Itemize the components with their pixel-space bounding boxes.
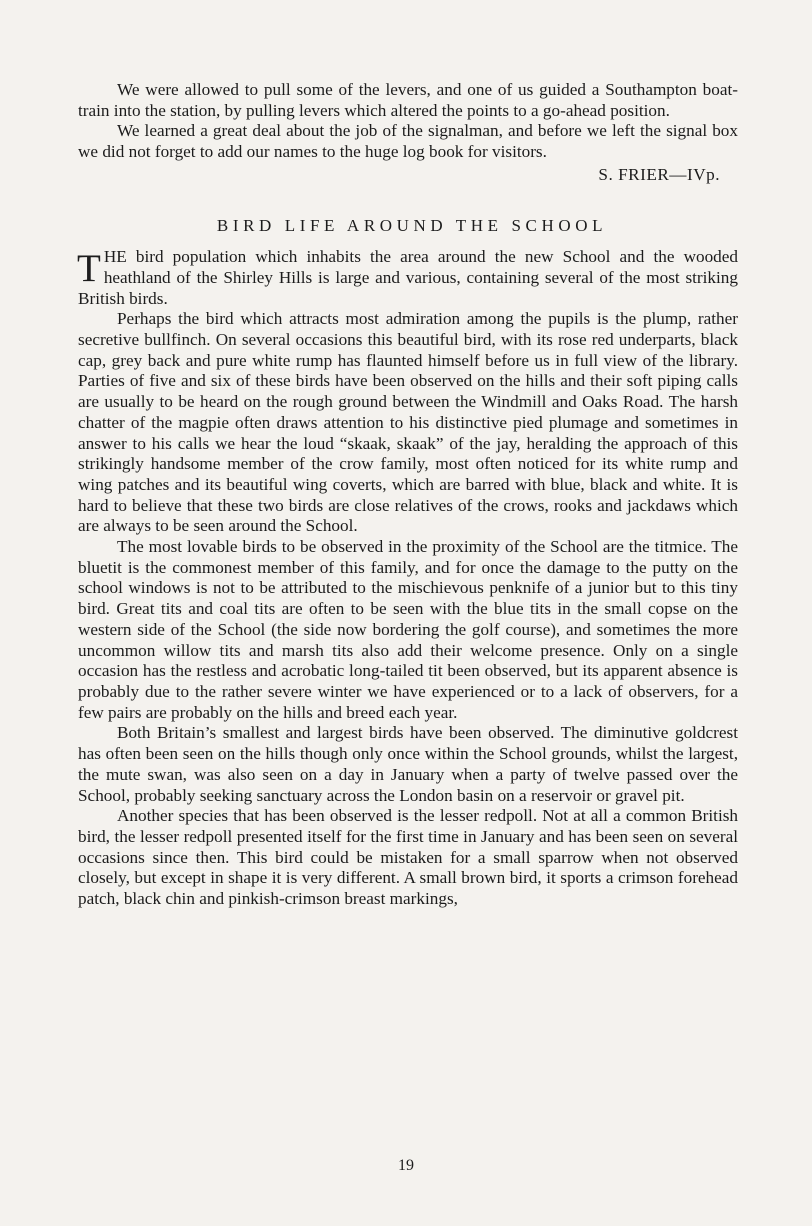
article-paragraph-bullfinch: Perhaps the bird which attracts most admiration among the pupils is the plump, rather secretive bullfinch. On several occasions this beautiful bird, with its rose red underparts, black cap, grey back and pure white rump has flaunted himself before us in full view of the library. Parties of five and six of these birds have been observed on the hills and their soft piping calls are usually to be heard on the rough ground between the Windmill and Oaks Road. The harsh chatter of the magpie often draws attention to his distinctive pied plumage and sometimes in answer to his calls we hear the loud “skaak, skaak” of the jay, heralding the approach of this strikingly handsome member of the crow family, most often noticed for its white rump and wing patches and its beautiful wing coverts, which are barred with blue, black and white. It is hard to believe that these two birds are close relatives of the crows, rooks and jackdaws which are always to be seen around the School. (78, 309, 738, 536)
article-paragraph-redpoll: Another species that has been observed is the lesser redpoll. Not at all a common British bird, the lesser redpoll presented itself for the first time in January and has been seen on several occasions since then. This bird could be mistaken for a small sparrow when not observed closely, but except in shape it is very different. A small brown bird, it sports a crimson forehead patch, black chin and pinkish-crimson breast markings, (78, 806, 738, 909)
article-body (78, 247, 738, 910)
article-first-paragraph (78, 247, 738, 309)
intro-paragraph-1: We were allowed to pull some of the levers, and one of us guided a Southampton boat-train into the station, by pulling levers which altered the points to a go-ahead position. (78, 80, 738, 120)
article-title: BIRD LIFE AROUND THE SCHOOL (216, 215, 608, 235)
author-signature: S. FRIER—IVp. (598, 164, 720, 184)
intro-paragraph-2: We learned a great deal about the job of the signalman, and before we left the signal box we did not forget to add our names to the huge log book for visitors. (78, 121, 738, 162)
article-paragraph-smallest-largest: Both Britain’s smallest and largest birds have been observed. The diminutive goldcrest has often been seen on the hills though only once within the School grounds, whilst the largest, the mute swan, was also seen on a day in January when a party of twelve passed over the School, probably seeking sanctuary across the London basin on a reservoir or gravel pit. (78, 723, 738, 805)
drop-cap: T (77, 247, 101, 291)
article-paragraph-titmice: The most lovable birds to be observed in the proximity of the School are the titmice. The bluetit is the commonest member of this family, and for once the damage to the putty on the school windows is not to be attributed to the mischievous penknife of a junior but to this tiny bird. Great tits and coal tits are often to be seen with the blue tits in the small copse on the western side of the School (the side now bordering the golf course), and sometimes the more uncommon willow tits and marsh tits also add their welcome presence. Only on a single occasion has the restless and acrobatic long-tailed tit been observed, but its apparent absence is probably due to the rather severe winter we have experienced or to a lack of observers, for a few pairs are probably on the hills and breed each year. (78, 537, 738, 722)
page-content (78, 80, 738, 910)
first-paragraph-text: HE bird population which inhabits the area around the new School and the wooded heathland of the Shirley Hills is large and various, containing several of the most striking British birds. (78, 247, 738, 308)
page-number: 19 (398, 1157, 414, 1174)
